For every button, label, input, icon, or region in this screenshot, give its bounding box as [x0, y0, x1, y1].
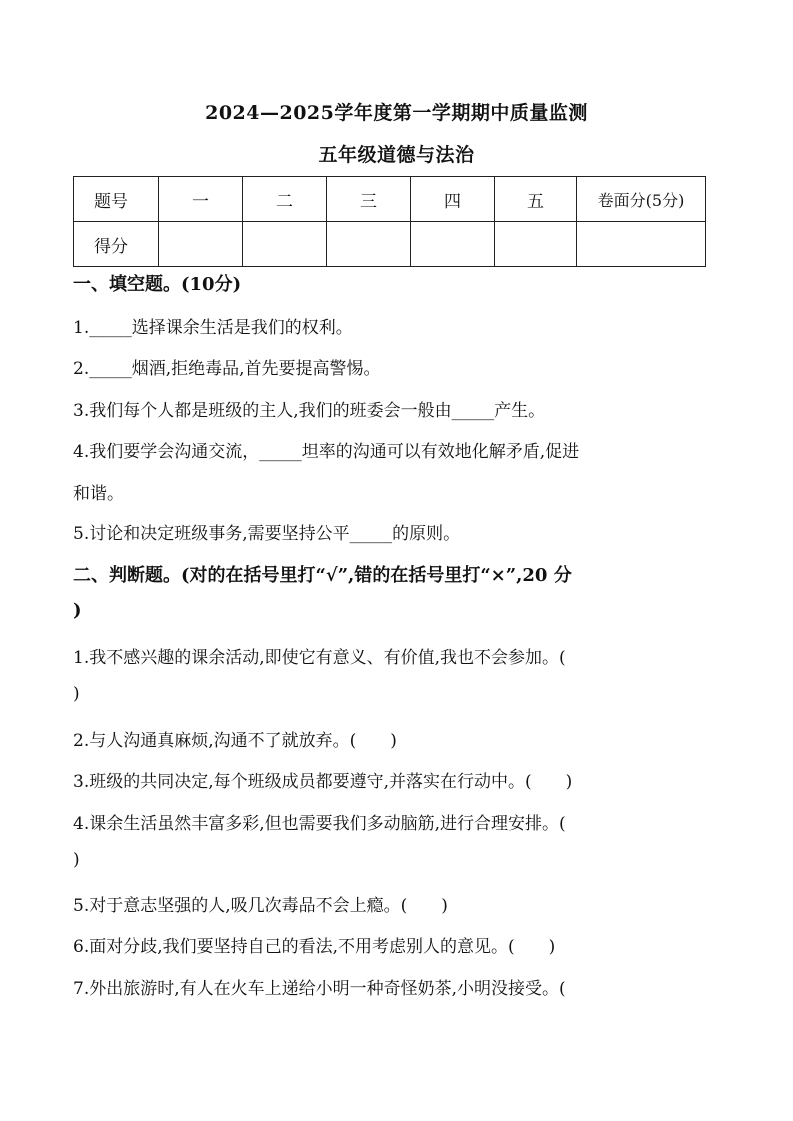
judge-question-4: 4.课余生活虽然丰富多彩,但也需要我们多动脑筋,进行合理安排。( — [73, 814, 566, 834]
score-table — [73, 176, 706, 267]
header-cell-1: 一 — [159, 177, 243, 222]
score-cell-1[interactable] — [159, 222, 243, 267]
score-cell-4[interactable] — [411, 222, 495, 267]
judge-question-1: 1.我不感兴趣的课余活动,即使它有意义、有价值,我也不会参加。( — [73, 648, 566, 668]
score-cell-neatness[interactable] — [577, 222, 706, 267]
section-2-heading: 二、判断题。(对的在括号里打“√”,错的在括号里打“×”,20 分 — [73, 565, 572, 586]
score-cell-2[interactable] — [243, 222, 327, 267]
score-table-score-row — [74, 222, 706, 267]
exam-title: 2024—2025学年度第一学期期中质量监测 — [205, 102, 588, 124]
header-cell-3: 三 — [327, 177, 411, 222]
score-table-header-row — [74, 177, 706, 222]
header-cell-4: 四 — [411, 177, 495, 222]
judge-question-3: 3.班级的共同决定,每个班级成员都要遵守,并落实在行动中。( ) — [73, 772, 573, 792]
judge-question-7: 7.外出旅游时,有人在火车上递给小明一种奇怪奶茶,小明没接受。( — [73, 979, 566, 999]
section-1-heading: 一、填空题。(10分) — [73, 274, 242, 295]
exam-subtitle: 五年级道德与法治 — [318, 144, 475, 166]
judge-question-2: 2.与人沟通真麻烦,沟通不了就放弃。( ) — [73, 731, 397, 751]
judge-question-4-cont: ) — [73, 850, 80, 870]
fill-blank-question-5: 5.讨论和决定班级事务,需要坚持公平_____的原则。 — [73, 524, 461, 544]
fill-blank-question-2: 2._____烟酒,拒绝毒品,首先要提高警惕。 — [73, 359, 381, 379]
score-cell-3[interactable] — [327, 222, 411, 267]
score-cell-5[interactable] — [495, 222, 577, 267]
header-cell-number: 题号 — [74, 177, 159, 222]
section-2-heading-cont: ) — [73, 600, 82, 621]
fill-blank-question-4-cont: 和谐。 — [73, 484, 124, 504]
header-cell-neatness: 卷面分(5分) — [577, 177, 706, 222]
score-row-label: 得分 — [74, 222, 159, 267]
fill-blank-question-4: 4.我们要学会沟通交流，_____坦率的沟通可以有效地化解矛盾,促进 — [73, 442, 580, 462]
judge-question-1-cont: ) — [73, 684, 80, 704]
fill-blank-question-3: 3.我们每个人都是班级的主人,我们的班委会一般由_____产生。 — [73, 401, 546, 421]
header-cell-2: 二 — [243, 177, 327, 222]
header-cell-5: 五 — [495, 177, 577, 222]
fill-blank-question-1: 1._____选择课余生活是我们的权利。 — [73, 318, 353, 338]
judge-question-6: 6.面对分歧,我们要坚持自己的看法,不用考虑别人的意见。( ) — [73, 937, 556, 957]
judge-question-5: 5.对于意志坚强的人,吸几次毒品不会上瘾。( ) — [73, 896, 448, 916]
